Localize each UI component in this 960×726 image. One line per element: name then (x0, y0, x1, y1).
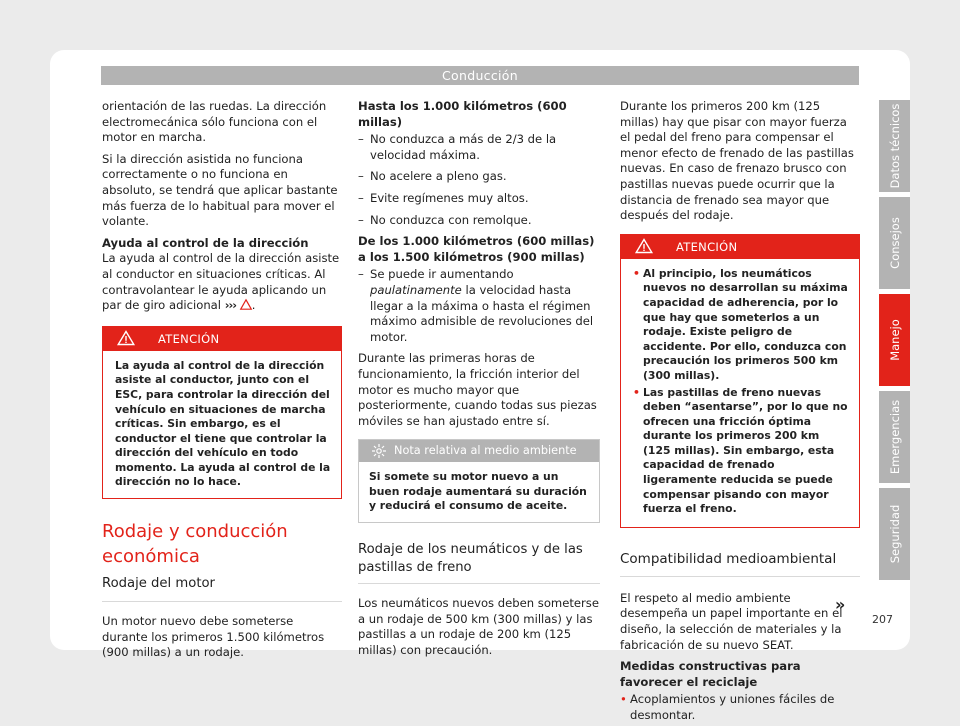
subheading: Hasta los 1.000 kilómetros (600 millas) (358, 99, 567, 129)
warning-label: ATENCIÓN (158, 331, 220, 346)
environment-note-box (358, 439, 600, 523)
column-1 (102, 99, 342, 667)
paragraph: Un motor nuevo debe someterse durante los primeros 1.500 kilómetros (900 millas) a un rodaje. (102, 614, 325, 660)
tab-consejos[interactable]: Consejos (879, 197, 910, 289)
subsection-title: Rodaje del motor (102, 575, 342, 602)
paragraph: orientación de las ruedas. La dirección electromecánica sólo funciona con el motor en marcha. (102, 99, 327, 145)
subheading: De los 1.000 kilómetros (600 millas) a los 1.500 kilómetros (900 millas) (358, 234, 595, 264)
tab-datos-tecnicos[interactable]: Datos técnicos (879, 100, 910, 192)
subsection-title: Rodaje de los neumáticos y de las pastillas de freno (358, 541, 600, 584)
environment-note-text: Si somete su motor nuevo a un buen rodaje aumentará su duración y reducirá el consumo de aceite. (369, 470, 587, 513)
paragraph: El respeto al medio ambiente desempeña un papel importante en el diseño, la selección de materiales y la fabricación de su nuevo SEAT. (620, 590, 843, 652)
list-item: • Las pastillas de freno nuevas deben “asentarse”, por lo que no ofrecen una fricción óptima durante los primeros 200 km (125 millas). Sin embargo, esta capacidad de frenado ligeramente reducida se puede compensar pisando con mayor fuerza el freno. (633, 385, 848, 516)
environment-note-header (359, 440, 599, 462)
tab-manejo[interactable]: Manejo (879, 294, 910, 386)
continue-arrow-icon: » (835, 595, 846, 614)
paragraph: Los neumáticos nuevos deben someterse a un rodaje de 500 km (300 millas) y las pastillas a un rodaje de 200 km (125 millas) con precaución. (358, 596, 599, 657)
tab-emergencias[interactable]: Emergencias (879, 391, 910, 483)
cross-reference-link[interactable]: ››› (224, 298, 237, 313)
warning-box (102, 326, 342, 499)
warning-text: La ayuda al control de la dirección asiste al conductor, junto con el ESC, para controlar la dirección del vehículo en situaciones de marcha críticas. Sin embargo, es el conductor el tiene que controlar la dirección del vehículo en todo momento. La ayuda al control de la dirección no lo hace. (115, 358, 331, 489)
warning-text (621, 259, 859, 527)
paragraph: Durante los primeros 200 km (125 millas) hay que pisar con mayor fuerza el pedal del freno para compensar el menor efecto de frenado de las pastillas nuevas. En caso de frenazo brusco con pastillas nuevas puede ocurrir que la distancia de frenado sea mayor que después del rodaje. (620, 99, 854, 223)
paragraph: Durante las primeras horas de funcionamiento, la fricción interior del motor es mucho mayor que posteriormente, cuando todas sus piezas móviles se han ajustado entre sí. (358, 351, 597, 428)
list-item: – No conduzca con remolque. (358, 212, 532, 227)
column-3 (620, 99, 860, 726)
warning-triangle-icon (240, 299, 252, 310)
subheading: Ayuda al control de la dirección (102, 235, 309, 250)
tab-seguridad[interactable]: Seguridad (879, 488, 910, 580)
warning-header (103, 327, 341, 351)
list-item: – No conduzca a más de 2/3 de la velocidad máxima. (358, 132, 557, 162)
list-item: • Acoplamientos y uniones fáciles de desmontar. (620, 692, 835, 722)
list-item: • Al principio, los neumáticos nuevos no desarrollan su máxima capacidad de adherencia, por lo que hay que someterlos a un rodaje. Existe peligro de accidente. Por ello, conduzca con precaución los primeros 500 km (300 millas). (633, 266, 848, 382)
list-item: – No acelere a pleno gas. (358, 169, 507, 184)
section-title: Rodaje y conducción económica (102, 521, 288, 568)
column-2 (358, 99, 600, 664)
page-header: Conducción (101, 66, 859, 85)
paragraph: La ayuda al control de la dirección asiste al conductor en situaciones críticas. Al contravolantear le ayuda aplicando un par de giro adicional ››› . (102, 251, 340, 313)
paragraph: Si la dirección asistida no funciona correctamente o no funciona en absoluto, se tendrá que aplicar bastante más fuerza de lo habitual para mover el volante. (102, 151, 338, 229)
list-item: – Evite regímenes muy altos. (358, 190, 529, 205)
warning-triangle-icon (117, 330, 135, 346)
list-item: – Se puede ir aumentando paulatinamente la velocidad hasta llegar a la máxima o hasta el régimen máximo admisible de revoluciones del motor. (358, 267, 594, 344)
leaf-environment-icon (371, 443, 387, 459)
environment-note-label: Nota relativa al medio ambiente (394, 444, 577, 458)
subsection-title: Compatibilidad medioambiental (620, 550, 860, 577)
warning-triangle-icon (635, 238, 653, 254)
warning-label: ATENCIÓN (676, 239, 738, 254)
warning-box (620, 234, 860, 528)
page-number: 207 (872, 613, 893, 626)
subheading: Medidas constructivas para favorecer el reciclaje (620, 659, 801, 689)
warning-header (621, 235, 859, 259)
